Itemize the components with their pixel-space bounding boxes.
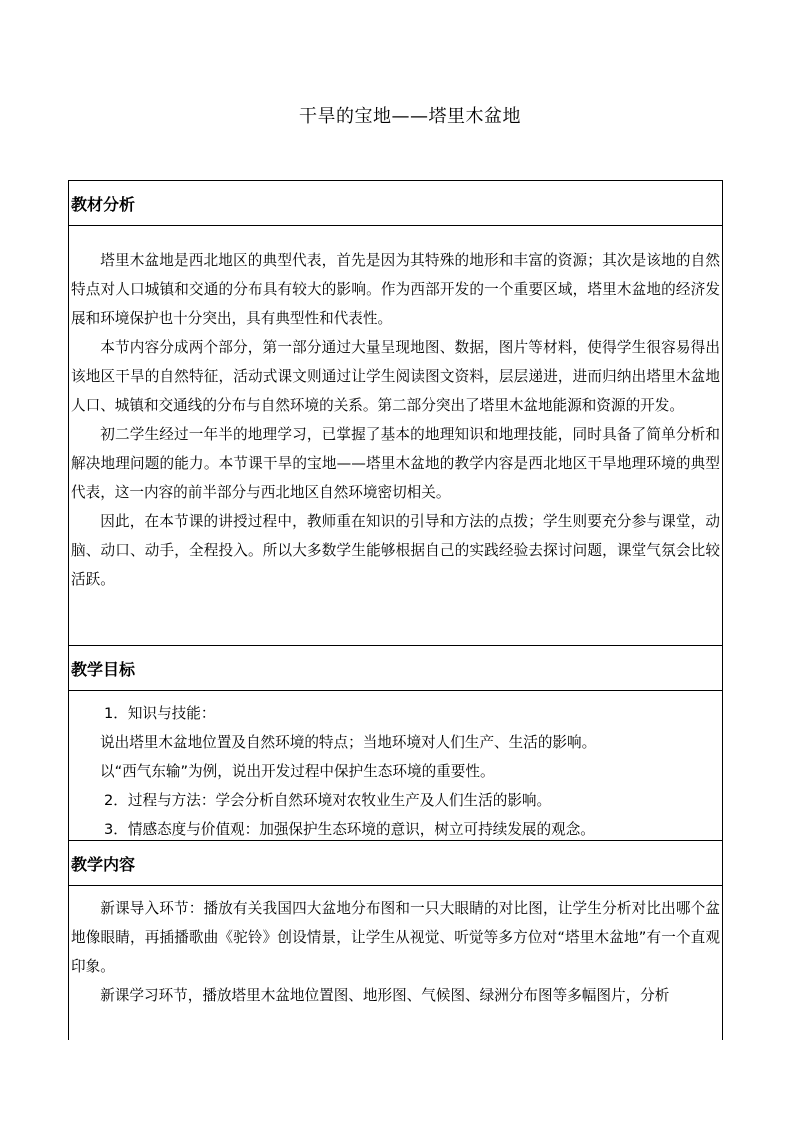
- content-body: [69, 886, 722, 1040]
- analysis-body: [69, 226, 722, 646]
- goal-line: 3．情感态度与价值观：加强保护生态环境的意识，树立可持续发展的观念。: [104, 821, 595, 838]
- goals-body: [69, 691, 722, 841]
- goal-line: 1．知识与技能：: [104, 705, 216, 722]
- analysis-paragraph: 本节内容分成两个部分，第一部分通过大量呈现地图、数据，图片等材料，使得学生很容易得出该地区干旱的自然特征，活动式课文则通过让学生阅读图文资料，层层递进，进而归纳出塔里木盆地人口、城镇和交通线的分布与自然环境的关系。第二部分突出了塔里木盆地能源和资源的开发。: [71, 339, 720, 414]
- section-heading-analysis: 教材分析: [69, 181, 722, 226]
- section-heading-content: 教学内容: [69, 841, 722, 886]
- analysis-paragraph: 塔里木盆地是西北地区的典型代表，首先是因为其特殊的地形和丰富的资源；其次是该地的自然特点对人口城镇和交通的分布具有较大的影响。作为西部开发的一个重要区域，塔里木盆地的经济发展和环境保护也十分突出，具有典型性和代表性。: [71, 252, 720, 327]
- section-heading-goals: 教学目标: [69, 646, 722, 691]
- content-paragraph: 新课导入环节：播放有关我国四大盆地分布图和一只大眼睛的对比图，让学生分析对比出哪个盆地像眼睛，再插播歌曲《驼铃》创设情景，让学生从视觉、听觉等多方位对“塔里木盆地”有一个直观印象。: [71, 900, 720, 975]
- goal-line: 说出塔里木盆地位置及自然环境的特点；当地环境对人们生产、生活的影响。: [100, 734, 597, 751]
- content-paragraph: 新课学习环节，播放塔里木盆地位置图、地形图、气候图、绿洲分布图等多幅图片，分析: [100, 987, 670, 1004]
- goal-line: 以“西气东输”为例，说出开发过程中保护生态环境的重要性。: [100, 763, 495, 780]
- analysis-paragraph: 初二学生经过一年半的地理学习，已掌握了基本的地理知识和地理技能，同时具备了简单分析和解决地理问题的能力。本节课干旱的宝地——塔里木盆地的教学内容是西北地区干旱地理环境的典型代表，这一内容的前半部分与西北地区自然环境密切相关。: [71, 426, 720, 501]
- page-title: 干旱的宝地——塔里木盆地: [299, 106, 521, 127]
- lesson-plan-table: [68, 180, 723, 1040]
- goal-line: 2．过程与方法：学会分析自然环境对农牧业生产及人们生活的影响。: [104, 792, 552, 809]
- analysis-paragraph: 因此，在本节课的讲授过程中，教师重在知识的引导和方法的点拨；学生则要充分参与课堂，动脑、动口、动手，全程投入。所以大多数学生能够根据自己的实践经验去探讨问题，课堂气氛会比较活跃。: [71, 513, 720, 588]
